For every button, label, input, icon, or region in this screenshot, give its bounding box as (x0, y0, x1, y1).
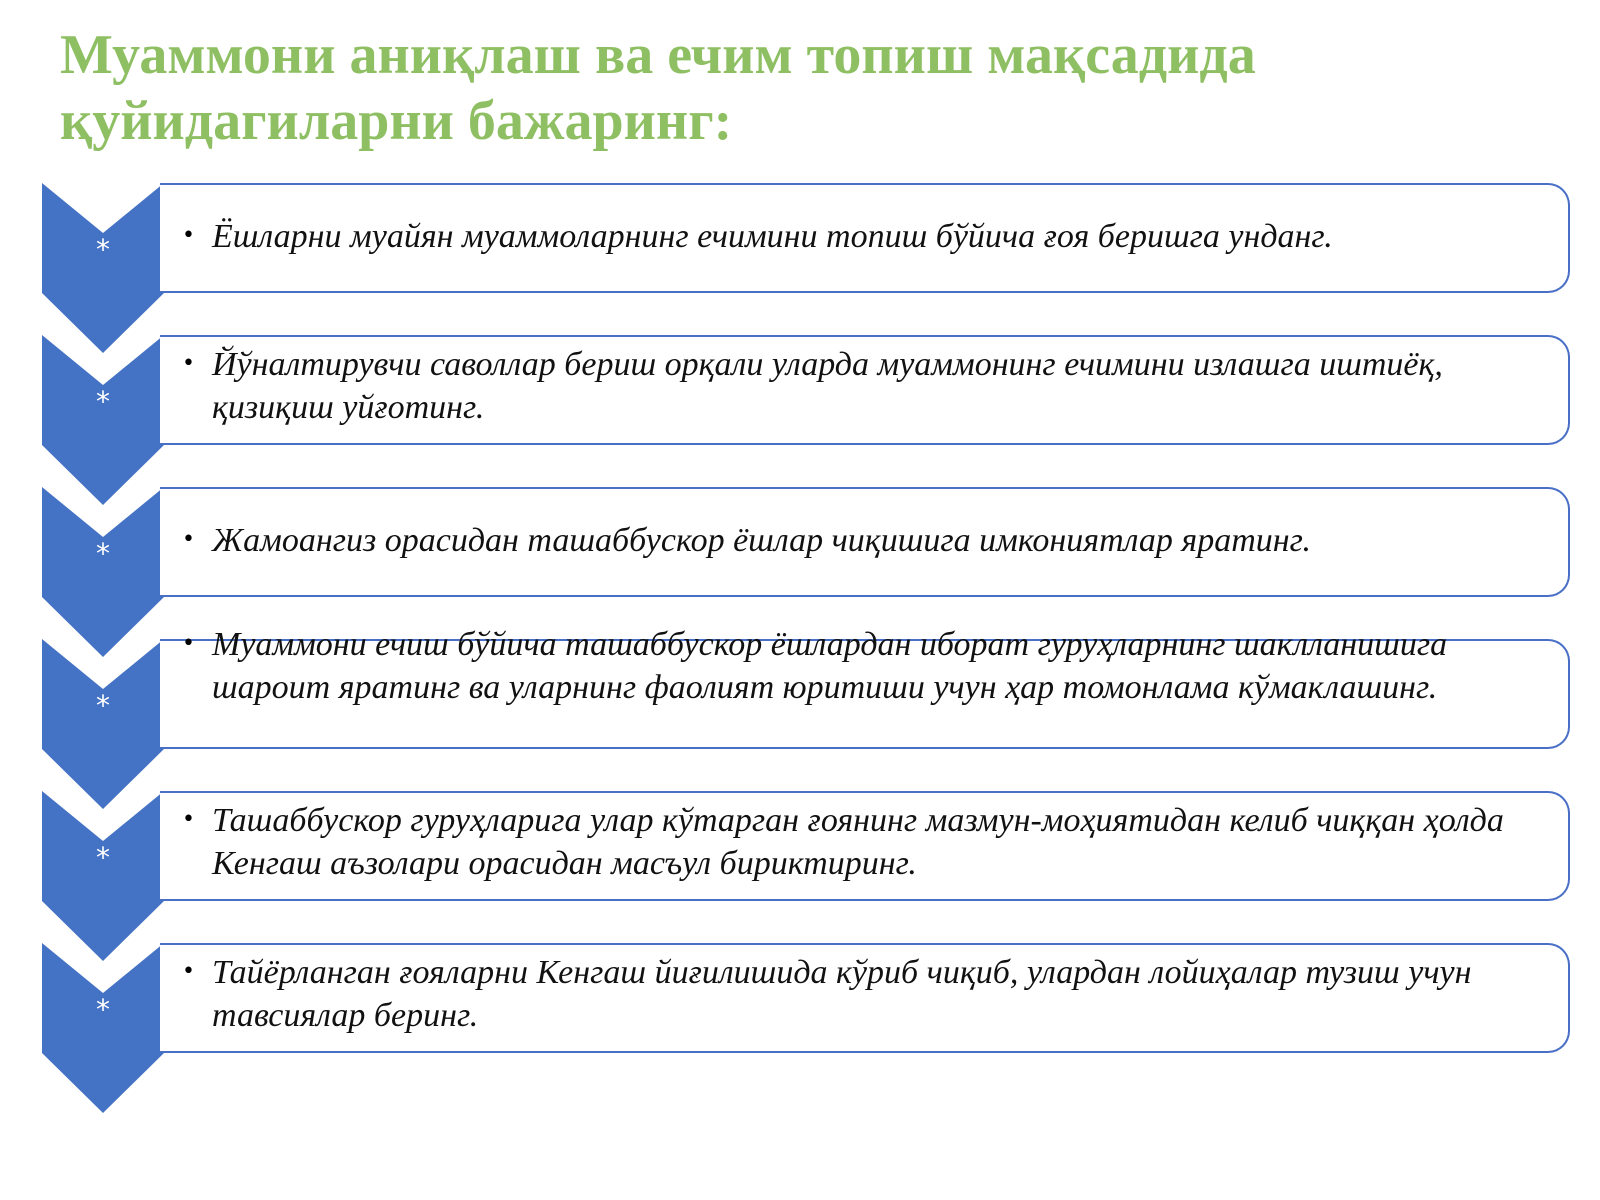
step-marker-5: * (96, 841, 110, 874)
process-step (0, 626, 1600, 809)
chevron-arrow (42, 639, 164, 809)
bullet-icon: • (182, 959, 195, 984)
step-marker-4: * (96, 689, 110, 722)
step-marker-3: * (96, 537, 110, 570)
step-text-3: Жамоангиз орасидан ташаббускор ёшлар чиқишига имкониятлар яратинг. (212, 522, 1311, 559)
chevron-arrow (42, 943, 164, 1113)
step-marker-1: * (96, 233, 110, 266)
step-marker-2: * (96, 385, 110, 418)
step-text-2: Йўналтирувчи саволлар бериш орқали уларда муаммонинг ечимини излашга иштиёқ, қизиқиш уйғотинг. (212, 346, 1443, 426)
slide-title: Муаммони аниқлаш ва ечим топиш мақсадида қуйидагиларни бажаринг: (60, 24, 1256, 152)
bullet-icon: • (182, 223, 195, 248)
process-step (0, 791, 1600, 961)
bullet-icon: • (182, 527, 195, 552)
chevron-arrow (42, 487, 164, 657)
step-marker-6: * (96, 993, 110, 1026)
chevron-arrow (42, 335, 164, 505)
step-text-6: Тайёрланган ғояларни Кенгаш йиғилишида кўриб чиқиб, улардан лойиҳалар тузиш учун тавсиялар беринг. (212, 954, 1472, 1034)
bullet-icon: • (182, 351, 195, 376)
step-text-1: Ёшларни муайян муаммоларнинг ечимини топиш бўйича ғоя беришга ундaнг. (212, 218, 1333, 255)
step-text-5: Ташаббускор гуруҳларига улар кўтарган ғоянинг мазмун-моҳиятидан келиб чиққан ҳолда Кенгаш аъзолари орасидан масъул бириктиринг. (212, 802, 1504, 882)
step-text-4: Муаммони ечиш бўйича ташаббускор ёшлардан иборат гуруҳларнинг шаклланишига шароит яратинг ва уларнинг фаолият юритиши учун ҳар томонлама кўмаклашинг. (212, 626, 1448, 706)
process-step (0, 183, 1600, 353)
chevron-arrow (42, 791, 164, 961)
bullet-icon: • (182, 807, 195, 832)
process-step (0, 943, 1600, 1113)
bullet-icon: • (182, 631, 195, 656)
chevron-arrow (42, 183, 164, 353)
process-step (0, 335, 1600, 505)
